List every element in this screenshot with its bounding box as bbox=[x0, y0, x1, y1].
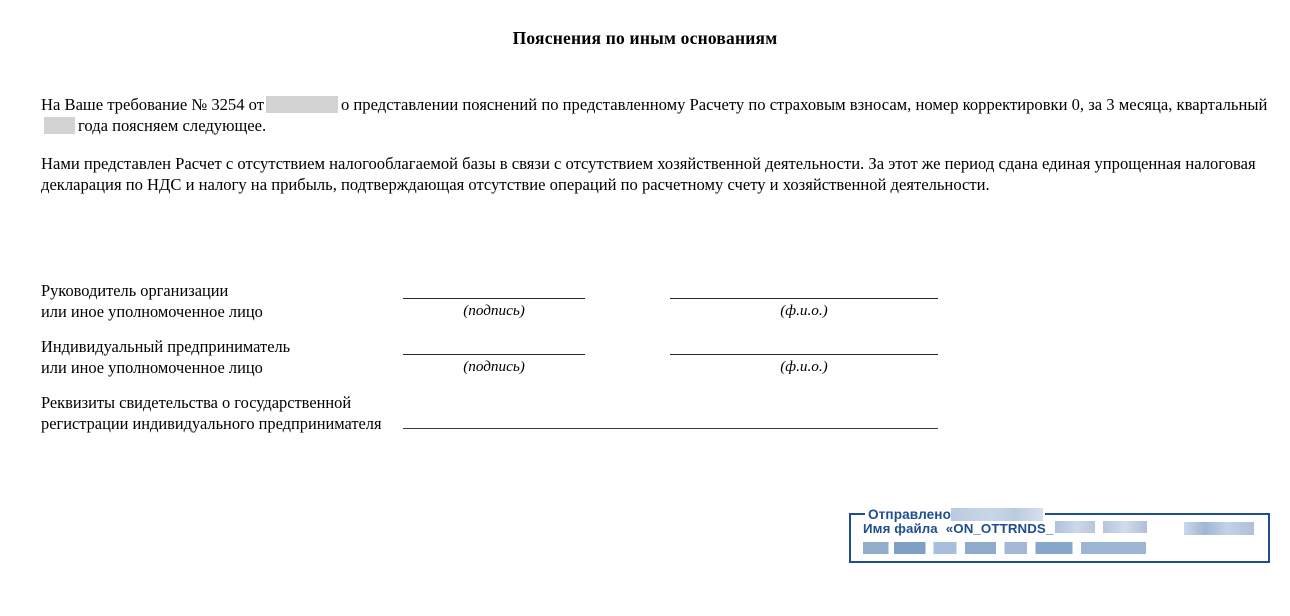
file-name-value: «ON_OTTRNDS_ bbox=[945, 521, 1054, 536]
signature-label-entrepreneur-line1: Индивидуальный предприниматель bbox=[41, 337, 291, 356]
redacted-file-size bbox=[1184, 522, 1254, 535]
fio-field-entrepreneur[interactable] bbox=[670, 354, 938, 377]
signature-caption-entrepreneur: (подпись) bbox=[463, 358, 525, 375]
signature-label-director bbox=[41, 280, 263, 322]
sent-info-box bbox=[849, 506, 1270, 563]
fio-field-director[interactable] bbox=[670, 298, 938, 321]
signature-row-director bbox=[41, 280, 1041, 327]
paragraph-request bbox=[41, 94, 1274, 136]
signature-label-entrepreneur-line2: или иное уполномоченное лицо bbox=[41, 358, 263, 377]
redacted-file-segment-2 bbox=[1103, 521, 1147, 533]
registration-label-line1: Реквизиты свидетельства о государственной bbox=[41, 393, 352, 412]
signature-label-entrepreneur bbox=[41, 336, 290, 378]
redacted-date-block bbox=[266, 96, 338, 113]
signature-label-director-line1: Руководитель организации bbox=[41, 281, 229, 300]
file-name-label: Имя файла bbox=[863, 521, 938, 536]
paragraph-explanation: Нами представлен Расчет с отсутствием налогооблагаемой базы в связи с отсутствием хозяйственной деятельности. За этот же период сдана единая упрощенная налоговая декларация по НДС и налогу на прибыль, подтверждающая отсутствие операций по расчетному счету и хозяйственной деятельности. bbox=[41, 154, 1256, 194]
signature-field-entrepreneur[interactable] bbox=[403, 354, 585, 377]
paragraph-request-part1: На Ваше требование № 3254 от bbox=[41, 95, 264, 114]
signature-block bbox=[41, 280, 1041, 383]
signature-label-director-line2: или иное уполномоченное лицо bbox=[41, 302, 263, 321]
file-name-line bbox=[863, 521, 1260, 538]
redacted-file-name-continuation bbox=[863, 542, 1146, 554]
sent-legend-label: Отправлено bbox=[868, 506, 952, 522]
fio-caption-entrepreneur: (ф.и.о.) bbox=[780, 358, 828, 375]
signature-row-entrepreneur bbox=[41, 336, 1041, 383]
registration-rule[interactable] bbox=[403, 428, 938, 429]
paragraph-request-part2: о представлении пояснений по представленному Расчету по страховым взносам, номер корректировки 0, за 3 месяца, квартальный bbox=[340, 95, 1268, 114]
sent-body bbox=[863, 521, 1260, 554]
redacted-sent-timestamp bbox=[951, 508, 1043, 521]
signature-field-director[interactable] bbox=[403, 298, 585, 321]
registration-label bbox=[41, 392, 382, 434]
signature-caption-director: (подпись) bbox=[463, 302, 525, 319]
registration-label-line2: регистрации индивидуального предпринимателя bbox=[41, 414, 382, 433]
redacted-year-block bbox=[44, 117, 75, 134]
fio-caption-director: (ф.и.о.) bbox=[780, 302, 828, 319]
redacted-file-segment-1 bbox=[1055, 521, 1095, 533]
paragraph-request-part3: года поясняем следующее. bbox=[78, 116, 267, 135]
page-title: Пояснения по иным основаниям bbox=[512, 28, 778, 48]
